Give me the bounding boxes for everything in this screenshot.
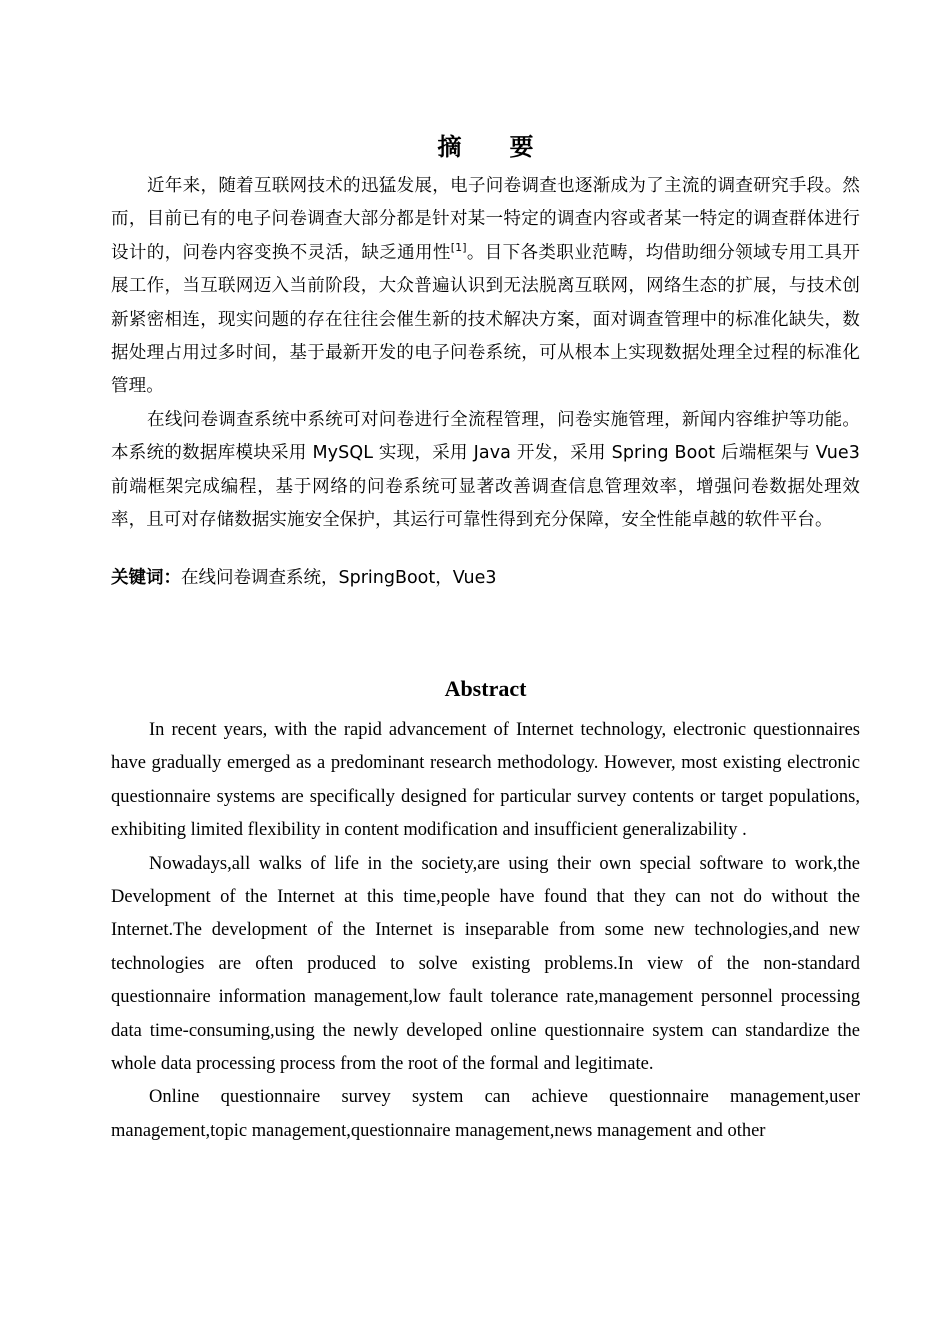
chinese-paragraph-1-tail: 。目下各类职业范畴，均借助细分领域专用工具开展工作，当互联网迈入当前阶段，大众普遍认识到无法脱离互联网，网络生态的扩展，与技术创新紧密相连，现实问题的存在往往会催生新的技术解决方案，面对调查管理中的标准化缺失，数据处理占用过多时间，基于最新开发的电子问卷系统，可从根本上实现数据处理全过程的标准化管理。	[111, 242, 860, 397]
english-abstract-title: Abstract	[444, 675, 527, 701]
english-abstract-paragraph-2: Nowadays,all walks of life in the society,are using their own special software to work,the Development of the Internet at this time,people have found that they can not do without the Internet.The development of the Internet is inseparable from some new technologies,and new technologies are often produced to solve existing problems.In view of the non-standard questionnaire information management,low fault tolerance rate,management personnel processing data time-consuming,using the newly developed online questionnaire system can standardize the whole data processing process from the root of the formal and legitimate.	[111, 853, 860, 1074]
english-abstract-paragraph-1: In recent years, with the rapid advancement of Internet technology, electronic questionnaires have gradually emerged as a predominant research methodology. However, most existing electronic questionnaire systems are specifically designed for particular survey contents or target populations, exhibiting limited flexibility in content modification and insufficient generalizability .	[111, 719, 860, 841]
page-content	[111, 130, 860, 1148]
english-abstract-paragraph-3: Online questionnaire survey system can achieve questionnaire management,user management,topic management,questionnaire management,news management and other	[111, 1087, 860, 1141]
chinese-abstract-title: 摘 要	[437, 133, 534, 161]
keywords-value: 在线问卷调查系统，SpringBoot，Vue3	[181, 568, 497, 589]
keywords-label: 关键词：	[111, 568, 181, 589]
chinese-abstract-paragraph-2: 在线问卷调查系统中系统可对问卷进行全流程管理，问卷实施管理，新闻内容维护等功能。本系统的数据库模块采用 MySQL 实现，采用 Java 开发，采用 Spring Boot 后端框架与 Vue3 前端框架完成编程，基于网络的问卷系统可显著改善调查信息管理效率，增强问卷数据处理效率，且可对存储数据实施安全保护，其运行可靠性得到充分保障，安全性能卓越的软件平台。	[111, 409, 860, 531]
citation-marker-1: [1]	[450, 240, 467, 254]
chinese-paragraph-1-body: 近年来，随着互联网技术的迅猛发展，电子问卷调查也逐渐成为了主流的调查研究手段。然而，目前已有的电子问卷调查大部分都是针对某一特定的调查内容或者某一特定的调查群体进行设计的，问卷内容变换不灵活，缺乏通用性	[111, 176, 860, 263]
chinese-abstract-paragraph-1	[111, 170, 860, 404]
chinese-keywords-line	[111, 562, 860, 595]
